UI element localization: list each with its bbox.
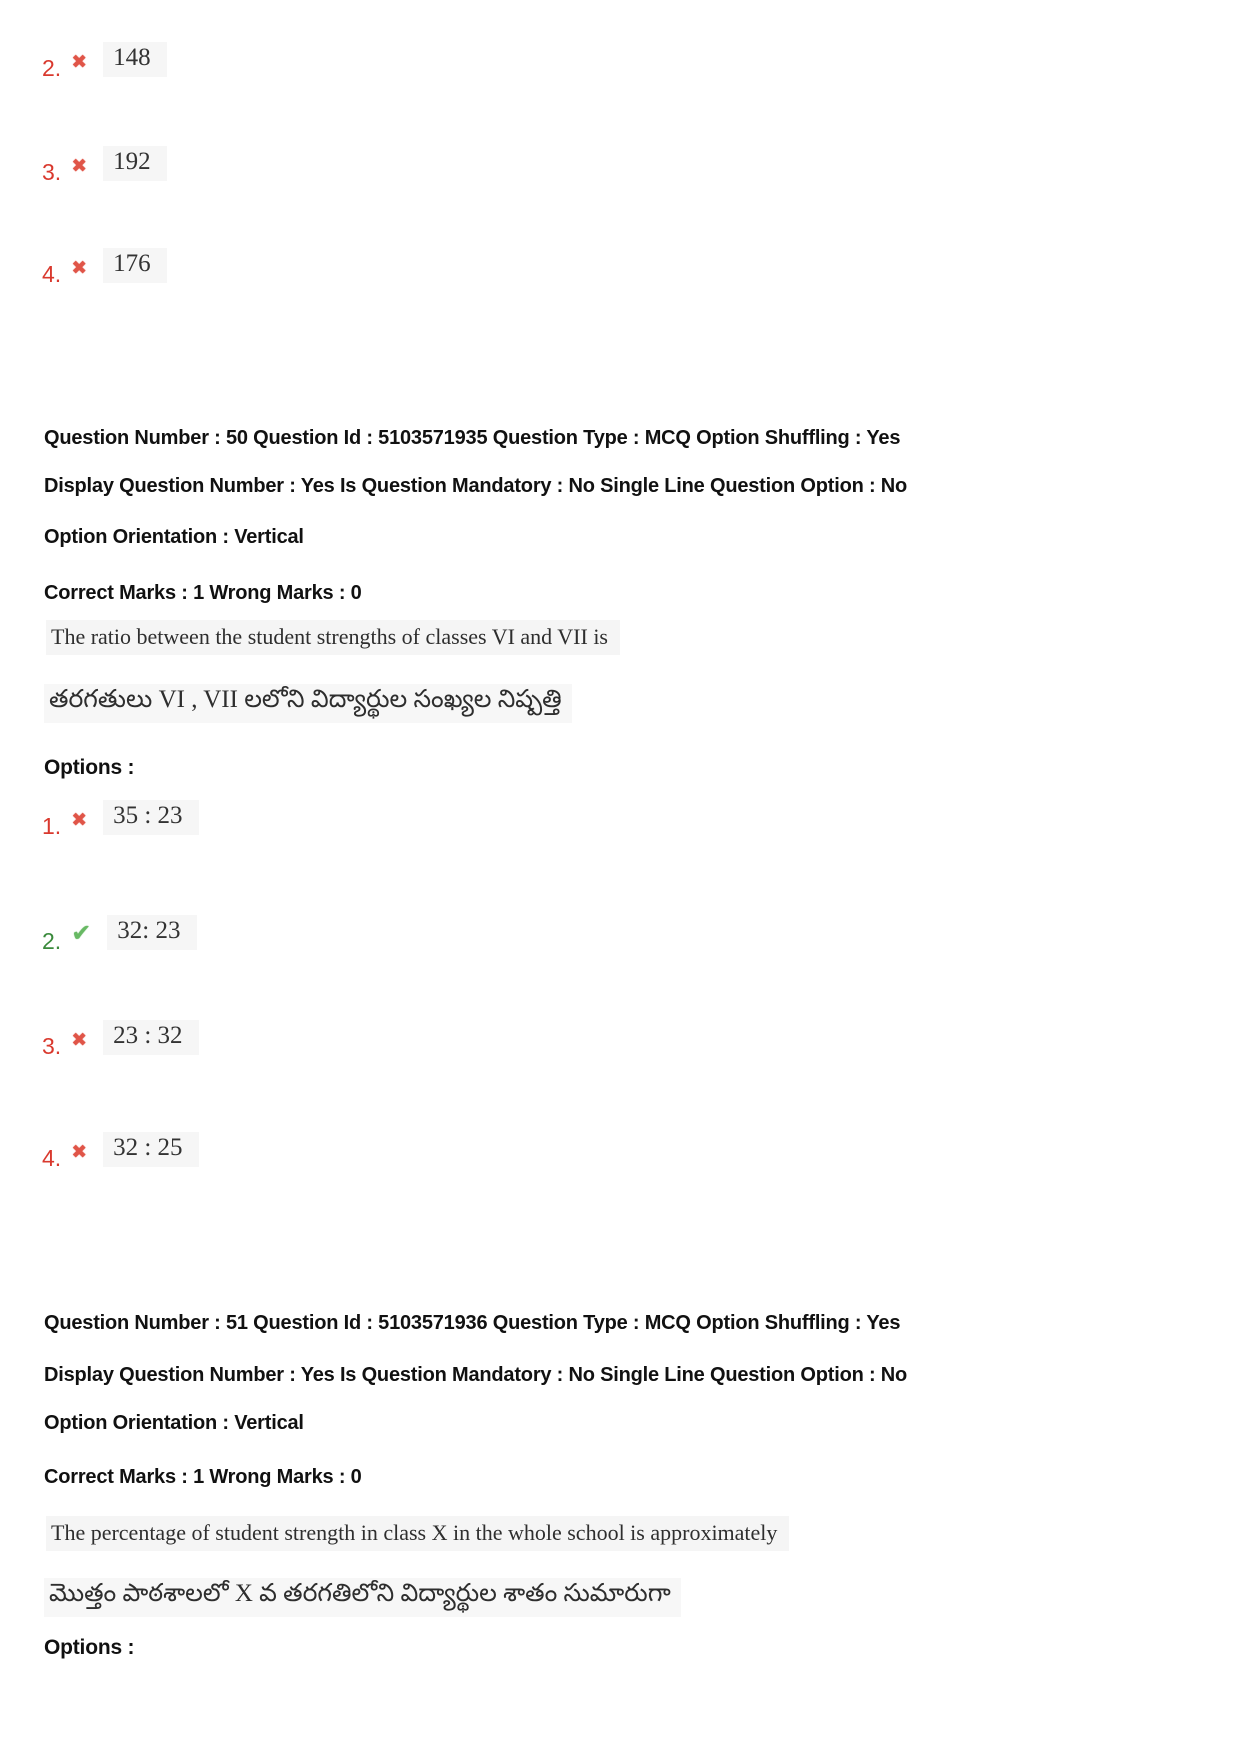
question-meta-line-2: Display Question Number : Yes Is Question Mandatory : No Single Line Question Option : No <box>44 475 908 497</box>
question-meta-line-1: Question Number : 51 Question Id : 5103571936 Question Type : MCQ Option Shuffling : Yes <box>44 1312 901 1334</box>
options-heading: Options : <box>44 756 135 779</box>
options-heading: Options : <box>44 1636 135 1659</box>
question-meta-line-2: Display Question Number : Yes Is Question Mandatory : No Single Line Question Option : No <box>44 1364 908 1386</box>
option-number: 3. <box>42 159 62 185</box>
option-row <box>42 1020 199 1059</box>
question-text-english: The ratio between the student strengths of classes VI and VII is <box>46 620 620 655</box>
option-row <box>42 248 167 287</box>
question-marks-line: Correct Marks : 1 Wrong Marks : 0 <box>44 1466 362 1488</box>
question-text-english: The percentage of student strength in class X in the whole school is approximately <box>46 1516 789 1551</box>
option-number: 2. <box>42 55 62 81</box>
wrong-mark-icon: ✖ <box>71 257 88 279</box>
option-value: 35 : 23 <box>103 800 198 835</box>
option-row <box>42 800 199 839</box>
option-number: 1. <box>42 813 62 839</box>
wrong-mark-icon: ✖ <box>71 1029 88 1051</box>
question-text-telugu: మొత్తం పాఠశాలలో X వ తరగతిలోని విద్యార్థుల శాతం సుమారుగా <box>44 1578 681 1617</box>
option-row <box>42 915 197 954</box>
correct-mark-icon: ✔ <box>71 919 92 947</box>
question-marks-line: Correct Marks : 1 Wrong Marks : 0 <box>44 582 362 604</box>
option-value: 176 <box>103 248 167 283</box>
question-meta-line-1: Question Number : 50 Question Id : 5103571935 Question Type : MCQ Option Shuffling : Yes <box>44 427 901 449</box>
option-value: 32 : 25 <box>103 1132 198 1167</box>
option-number: 2. <box>42 928 62 954</box>
question-text-telugu: తరగతులు VI , VII లలోని విద్యార్థుల సంఖ్యల నిష్పత్తి <box>44 684 572 723</box>
option-row <box>42 146 167 185</box>
option-value: 192 <box>103 146 167 181</box>
option-row <box>42 1132 199 1171</box>
wrong-mark-icon: ✖ <box>71 51 88 73</box>
option-value: 148 <box>103 42 167 77</box>
wrong-mark-icon: ✖ <box>71 155 88 177</box>
option-value: 32: 23 <box>107 915 196 950</box>
wrong-mark-icon: ✖ <box>71 1141 88 1163</box>
question-meta-line-3: Option Orientation : Vertical <box>44 1412 304 1434</box>
option-number: 4. <box>42 261 62 287</box>
wrong-mark-icon: ✖ <box>71 809 88 831</box>
option-number: 4. <box>42 1145 62 1171</box>
option-number: 3. <box>42 1033 62 1059</box>
question-meta-line-3: Option Orientation : Vertical <box>44 526 304 548</box>
option-row <box>42 42 167 81</box>
option-value: 23 : 32 <box>103 1020 198 1055</box>
